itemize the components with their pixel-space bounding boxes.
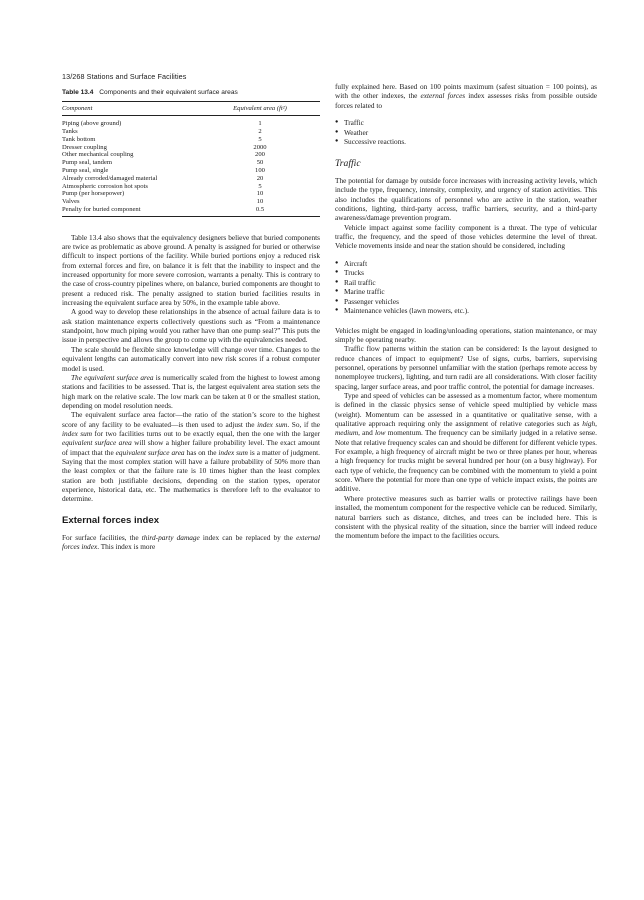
section-heading-traffic: Traffic bbox=[335, 157, 361, 169]
area-cell: 20 bbox=[256, 174, 264, 182]
area-cell: 200 bbox=[255, 151, 265, 159]
emphasis: The equivalent surface area bbox=[71, 372, 154, 382]
table-row bbox=[62, 144, 320, 152]
right-paragraph-3: Vehicle impact against some facility component is a threat. The type of vehicular traffic, the frequency, and the speed of those vehicles determine the level of threat. Vehicle movements inside and near the station should be considered, including bbox=[335, 222, 597, 251]
table-row bbox=[62, 159, 320, 167]
component-cell: Pump seal, tandem bbox=[62, 159, 112, 167]
table-caption bbox=[62, 88, 320, 97]
component-cell: Already corroded/damaged material bbox=[62, 174, 158, 182]
table-row bbox=[62, 190, 320, 198]
list-item: ● Aircraft bbox=[335, 259, 597, 269]
list-item: ● Passenger vehicles bbox=[335, 297, 597, 307]
left-paragraph-3: The scale should be flexible since knowledge will change over time. Changes to the equivalent lengths can automatically convert into new risk scores if a robust computer model is used. bbox=[62, 344, 320, 373]
right-paragraph-1: fully explained here. Based on 100 points maximum (safest situation = 100 points), as with the other indexes, the external forces index assesses risks from possible outside forces related to bbox=[335, 82, 598, 110]
area-cell: 5 bbox=[258, 182, 262, 190]
left-paragraph-5: The equivalent surface area factor—the ratio of the station’s score to the highest score of any facility to be evaluated—is then used to adjust the index sum. So, if the index sum for two facilities turns out to be exactly equal, then the one with the larger equivalent surface area will show a higher failure probability level. The exact amount of impact that the equivalent surface area has on the index sum is a matter of judgment. Saying that the most complex station will have a failure probability of 50% more than the least complex or that the failure rate is 10 times higher than the least complex station are both justifiable decisions, depending on the station types, operator experience, historical data, etc. The mathematics is therefore left to the evaluator to determine. bbox=[62, 410, 321, 504]
table-row bbox=[62, 151, 320, 159]
component-cell: Piping (above ground) bbox=[62, 120, 122, 128]
component-cell: Atmospheric corrosion hot spots bbox=[62, 182, 148, 190]
left-paragraph-2: A good way to develop these relationships in the absence of actual failure data is to ask station maintenance experts collectively questions such as “From a maintenance standpoint, how much piping would you rather have than one pump seal?” This puts the issue in perspective and allows the group to come up with the equivalencies needed. bbox=[62, 307, 320, 345]
table-row bbox=[62, 198, 320, 206]
right-column bbox=[335, 82, 597, 541]
area-cell: 2000 bbox=[253, 143, 267, 151]
area-cell: 50 bbox=[256, 159, 264, 167]
component-cell: Tanks bbox=[62, 127, 78, 135]
component-cell: Penalty for buried component bbox=[62, 206, 200, 216]
area-cell: 100 bbox=[255, 166, 265, 174]
component-cell: Pump seal, single bbox=[62, 166, 109, 174]
table-row bbox=[62, 167, 320, 175]
table-row bbox=[62, 206, 320, 216]
right-paragraph-2: The potential for damage by outside force increases with increasing activity levels, which include the type, frequency, intensity, complexity, and urgency of station activities. This also includes the qualifications of personnel who are active in the station, weather conditions, lighting, third-party access, traffic barriers, security, and a third-party awareness/damage prevention program. bbox=[335, 175, 597, 223]
components-table bbox=[62, 101, 320, 216]
area-cell: 2 bbox=[258, 127, 262, 135]
area-cell: 5 bbox=[258, 135, 262, 143]
list-item: ● Maintenance vehicles (lawn mowers, etc.). bbox=[335, 306, 597, 316]
area-cell: 1 bbox=[258, 120, 262, 128]
right-paragraph-5: Traffic flow patterns within the station can be considered: Is the layout designed to reduce chances of impact to equipment? Use of signs, curbs, barriers, supervising personnel, operations by personnel unfamiliar with the station (perhaps remote access by nonemployee truckers), lighting, and turn radii are all considerations. With closer facility spacing, larger surface areas, and poor traffic control, the potential for damage increases. bbox=[335, 344, 597, 391]
table-label: Table 13.4 bbox=[62, 89, 94, 96]
area-cell: 10 bbox=[256, 190, 264, 198]
table-row bbox=[62, 136, 320, 144]
table-title: Components and their equivalent surface areas bbox=[99, 89, 238, 96]
list-item: ● Rail traffic bbox=[335, 278, 597, 288]
component-cell: Tank bottom bbox=[62, 135, 96, 143]
right-paragraph-6: Type and speed of vehicles can be assessed as a momentum factor, where momentum is defined in the classic physics sense of vehicle speed multiplied by vehicle mass (weight). Momentum can be assessed in a quantitative or qualitative sense, with a qualitative approach requiring only the assignment of relative categories such as high, medium, and low momentum. The frequency can be similarly judged in a relative sense. Note that relative frequency scales can and should be different for different vehicle types. For example, a high frequency of aircraft might be two or three planes per hour, whereas a high frequency for trucks might be several hundred per hour (on a busy highway). For each type of vehicle, the frequency can be combined with the momentum to yield a point score. Where the potential for more than one type of vehicle impact exists, the points are additive. bbox=[335, 391, 597, 494]
table-row bbox=[62, 116, 320, 128]
table-row bbox=[62, 128, 320, 136]
list-item: ● Marine traffic bbox=[335, 287, 597, 297]
table-header-component: Component bbox=[62, 102, 200, 116]
left-column bbox=[62, 82, 320, 552]
area-cell: 10 bbox=[256, 198, 264, 206]
left-paragraph-4: The equivalent surface area is numerically scaled from the highest to lowest among stations and facilities to be assessed. That is, the largest equivalent area station sets the high mark on the relative scale. The low mark can be taken at 0 or the smallest station, depending on model resolution needs. bbox=[62, 372, 320, 410]
component-cell: Pump (per horsepower) bbox=[62, 190, 125, 198]
list-item: ● Traffic bbox=[335, 118, 597, 128]
table-row bbox=[62, 183, 320, 191]
left-paragraph-1: Table 13.4 also shows that the equivalency designers believe that buried components are twice as problematic as above ground. A penalty is assigned for buried or otherwise difficult to inspect portions of the facility. While buried portions enjoy a reduced risk from external forces and fire, on balance it is felt that the inability to inspect and the increased opportunity for more severe corrosion, warrants a penalty. This is contrary to the case of cross-country pipelines where, on balance, buried components are thought to present a reduced risk. The penalty assigned to station buried facilities results in increasing the equivalent surface area by 50%, in the example table above. bbox=[62, 232, 320, 308]
left-paragraph-6: For surface facilities, the third-party damage index can be replaced by the external forces index. This index is more bbox=[62, 533, 320, 552]
list-item: ● Trucks bbox=[335, 268, 597, 278]
right-paragraph-7: Where protective measures such as barrier walls or protective railings have been installed, the momentum component for the respective vehicle can be reduced. Similarly, natural barriers such as distance, ditches, and trees can be included here. This is consistent with the physical reality of the situation, since the barrier will indeed reduce the momentum before the impact to the facilities occurs. bbox=[335, 493, 597, 541]
list-item: ● Successive reactions. bbox=[335, 137, 597, 147]
table-header-area: Equivalent area (ft²) bbox=[200, 102, 320, 116]
forces-list bbox=[335, 118, 597, 147]
component-cell: Other mechanical coupling bbox=[62, 151, 134, 159]
right-paragraph-4: Vehicles might be engaged in loading/unloading operations, station maintenance, or may simply be operating nearby. bbox=[335, 325, 597, 344]
running-head: 13/268 Stations and Surface Facilities bbox=[62, 72, 187, 81]
area-cell: 0.5 bbox=[200, 206, 320, 216]
component-cell: Valves bbox=[62, 198, 80, 206]
vehicle-list bbox=[335, 259, 597, 316]
section-heading-external-forces: External forces index bbox=[62, 514, 160, 526]
component-cell: Dresser coupling bbox=[62, 143, 107, 151]
list-item: ● Weather bbox=[335, 128, 597, 138]
table-row bbox=[62, 175, 320, 183]
